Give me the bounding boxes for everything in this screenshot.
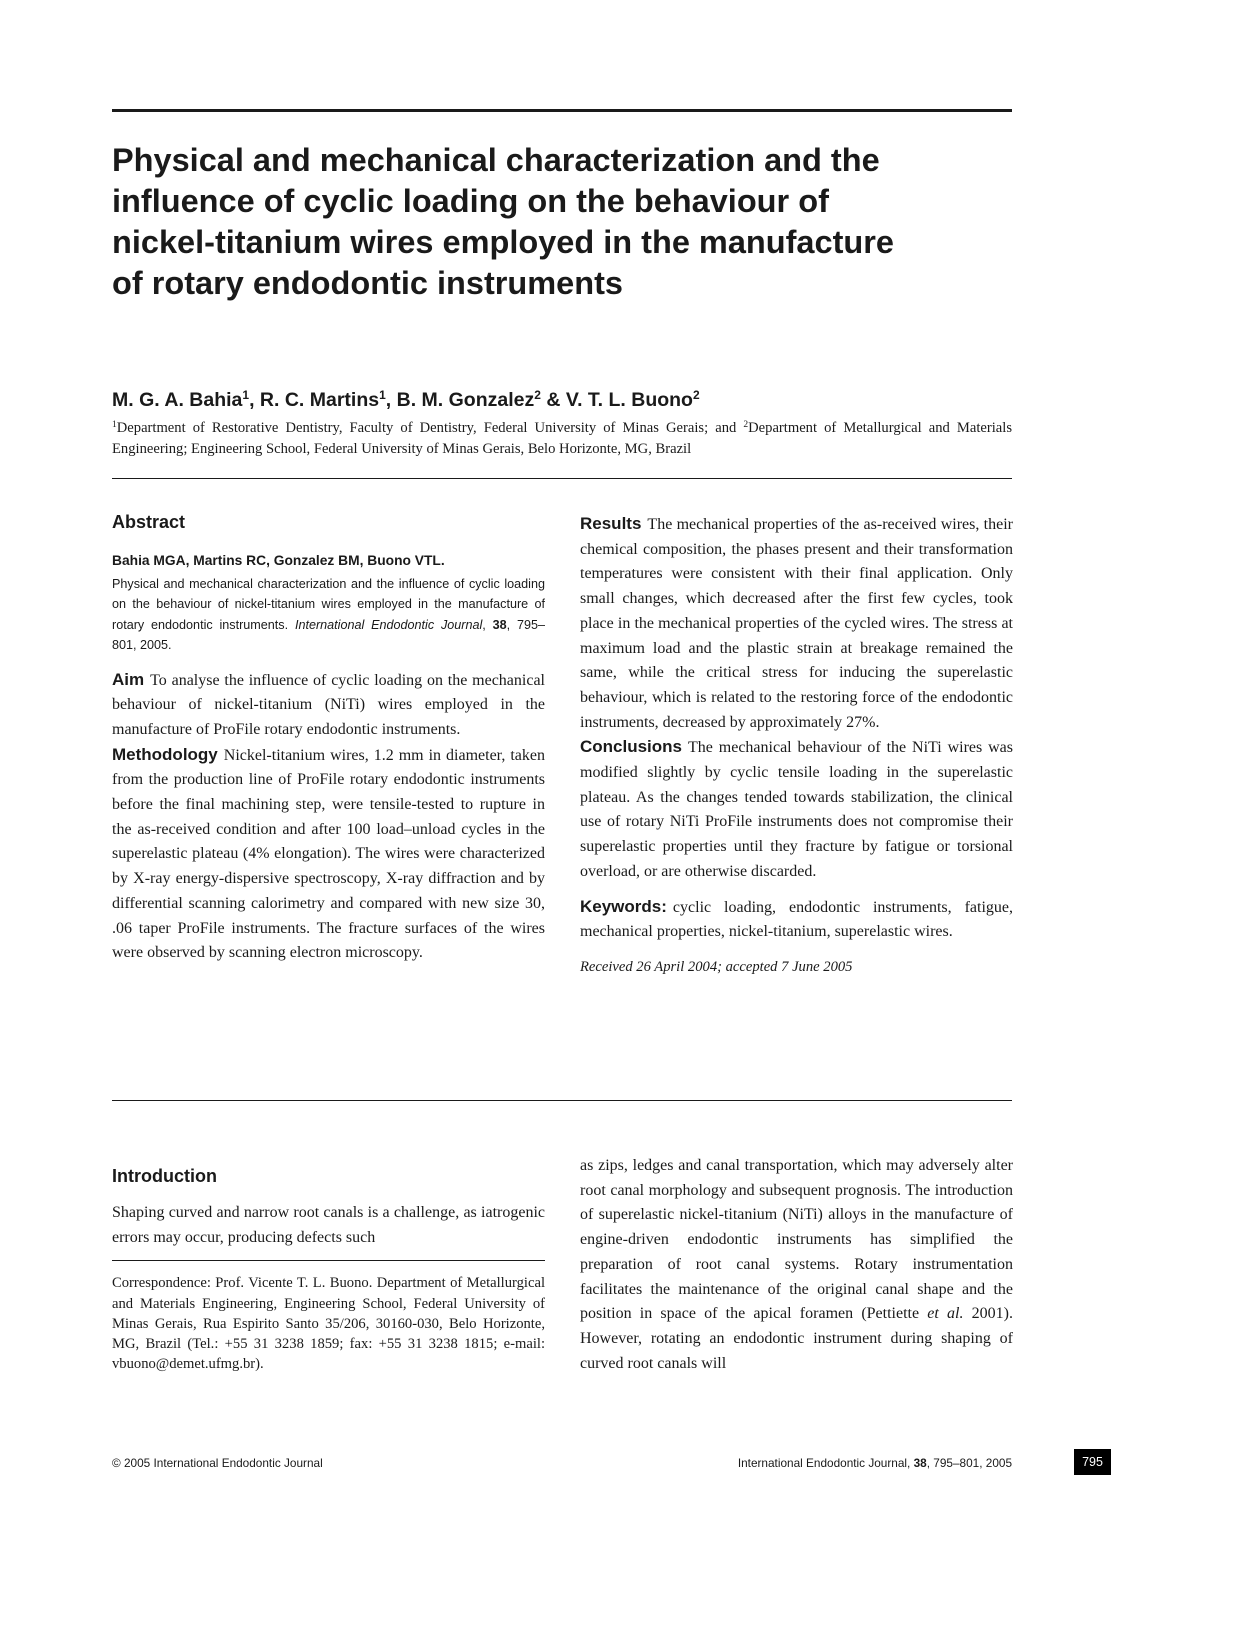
article-title xyxy=(112,140,1022,304)
keywords-paragraph xyxy=(580,895,1013,945)
abstract-left-column xyxy=(112,512,545,966)
author-name: R. C. Martins xyxy=(259,389,380,411)
abstract-heading: Abstract xyxy=(112,512,186,532)
title-line: influence of cyclic loading on the behaviour of xyxy=(112,183,829,219)
title-line: of rotary endodontic instruments xyxy=(112,265,624,301)
citation-authors: Bahia MGA, Martins RC, Gonzalez BM, Buono VTL. xyxy=(112,553,445,568)
received-date: Received 26 April 2004; accepted 7 June 2005 xyxy=(580,958,853,975)
results-paragraph xyxy=(580,512,1013,735)
introduction-heading: Introduction xyxy=(112,1166,217,1186)
intro-text-part: 2001). However, rotating an endodontic instrument during shaping of curved root canals will xyxy=(580,1305,1014,1372)
conclusions-paragraph xyxy=(580,735,1013,884)
methodology-label: Methodology xyxy=(112,744,218,764)
title-line: Physical and mechanical characterization and the xyxy=(112,142,880,178)
affil-sup: 2 xyxy=(743,420,749,430)
author-list: M. G. A. Bahia$^1$, R. C. Martins$^1$, B. M. Gonzalez$^2$ & V. T. L. Buono$^2$ xyxy=(112,388,700,411)
footer-volume: 38 xyxy=(913,1456,927,1470)
abstract-citation xyxy=(112,551,545,656)
aim-text: To analyse the influence of cyclic loading on the mechanical behaviour of nickel-titanium (NiTi) wires employed in the manufacture of ProFile rotary endodontic instruments. xyxy=(112,671,545,738)
author-name: B. M. Gonzalez xyxy=(396,389,535,411)
affiliations xyxy=(112,418,1012,460)
intro-left-column xyxy=(112,1166,545,1374)
conclusions-text: The mechanical behaviour of the NiTi wires was modified slightly by cyclic tensile loading in the superelastic plateau. As the changes tended towards stabilization, the clinical use of rotary NiTi ProFile instruments does not compromise their superelastic properties until they fracture by fatigue or torsional overload, or are otherwise discarded. xyxy=(580,739,1013,880)
footer-journal-name: International Endodontic Journal, xyxy=(737,1456,914,1470)
intro-et-al: et al. xyxy=(927,1305,964,1323)
correspondence-note: Correspondence: Prof. Vicente T. L. Buono. Department of Metallurgical and Materials Engineering, Engineering School, Federal University of Minas Gerais, Rua Espirito Santo 35/206, 30160-030, Belo Horizonte, MG, Brazil (Tel.: +55 31 3238 1859; fax: +55 31 3238 1815; e-mail: vbuono@demet.ufmg.br). xyxy=(112,1275,545,1373)
conclusions-label: Conclusions xyxy=(580,737,683,757)
affil-sup: 1 xyxy=(112,420,117,430)
keywords-text: cyclic loading, endodontic instruments, fatigue, mechanical properties, nickel-titanium, superelastic wires. xyxy=(580,898,1013,941)
keywords-label: Keywords: xyxy=(580,896,667,916)
page-number-badge: 795 xyxy=(1074,1449,1111,1475)
abstract-rule xyxy=(112,1100,1012,1101)
citation-title: Physical and mechanical characterization and the influence of cyclic loading on the behaviour of nickel-titanium wires employed in the manufacture of rotary endodontic instruments. xyxy=(112,576,545,632)
intro-right-column xyxy=(580,1154,1013,1376)
citation-volume: 38 xyxy=(492,617,507,632)
author-affil-sup: 1 xyxy=(379,388,386,402)
author-name: M. G. A. Bahia xyxy=(112,389,243,411)
methodology-paragraph xyxy=(112,743,545,966)
affil-text: Department of Restorative Dentistry, Faculty of Dentistry, Federal University of Minas Gerais; and xyxy=(116,420,744,436)
intro-text-part: as zips, ledges and canal transportation, which may adversely alter root canal morphology and subsequent prognosis. The introduction of superelastic nickel-titanium (NiTi) alloys in the manufacture of engine-driven endodontic instruments has simplified the preparation of root canal systems. Rotary instrumentation facilitates the maintenance of the original canal shape and the position in space of the apical foramen (Pettiette xyxy=(580,1157,1013,1323)
citation-page-range: , 795–801, 2005. xyxy=(112,617,546,652)
aim-paragraph xyxy=(112,668,545,743)
results-text: The mechanical properties of the as-received wires, their chemical composition, the phases present and their transformation temperatures were consistent with their final application. Only small changes, which decreased after the first few cycles, took place in the mechanical properties of the cycled wires. The stress at maximum load and the plastic strain at breakage remained the same, while the critical stress for inducing the superelastic behaviour, which is related to the restoring force of the endodontic instruments, decreased by approximately 27%. xyxy=(580,516,1013,731)
top-rule xyxy=(112,109,1012,112)
intro-text-right xyxy=(580,1154,1013,1376)
author-name: V. T. L. Buono xyxy=(565,389,693,411)
results-label: Results xyxy=(580,514,642,533)
affiliation-rule xyxy=(112,478,1012,479)
footer-journal xyxy=(738,1456,1012,1470)
author-affil-sup: 2 xyxy=(534,388,541,402)
title-line: nickel-titanium wires employed in the manufacture xyxy=(112,224,894,260)
affil-text: Department of Metallurgical and Materials Engineering; Engineering School, Federal University of Minas Gerais, Belo Horizonte, MG, Brazil xyxy=(112,420,1013,457)
citation-journal: International Endodontic Journal xyxy=(294,617,483,632)
footer-copyright: © 2005 International Endodontic Journal xyxy=(112,1456,323,1470)
abstract-right-column xyxy=(580,512,1013,976)
correspondence-rule xyxy=(112,1260,545,1261)
citation-pages: , 38, 795–801, 2005. xyxy=(112,617,546,652)
aim-label: Aim xyxy=(112,669,145,689)
intro-text-left: Shaping curved and narrow root canals is a challenge, as iatrogenic errors may occur, producing defects such xyxy=(112,1204,545,1246)
author-affil-sup: 2 xyxy=(692,388,700,402)
methodology-text: Nickel-titanium wires, 1.2 mm in diameter, taken from the production line of ProFile rotary endodontic instruments before the final machining step, were tensile-tested to rupture in the as-received condition and after 100 load–unload cycles in the superelastic plateau (4% elongation). The wires were characterized by X-ray energy-dispersive spectroscopy, X-ray diffraction and by differential scanning calorimetry and compared with new size 30, .06 taper ProFile instruments. The fracture surfaces of the wires were observed by scanning electron microscopy. xyxy=(112,746,545,962)
footer-pages: , 795–801, 2005 xyxy=(926,1456,1012,1470)
author-affil-sup: 1 xyxy=(242,388,250,402)
